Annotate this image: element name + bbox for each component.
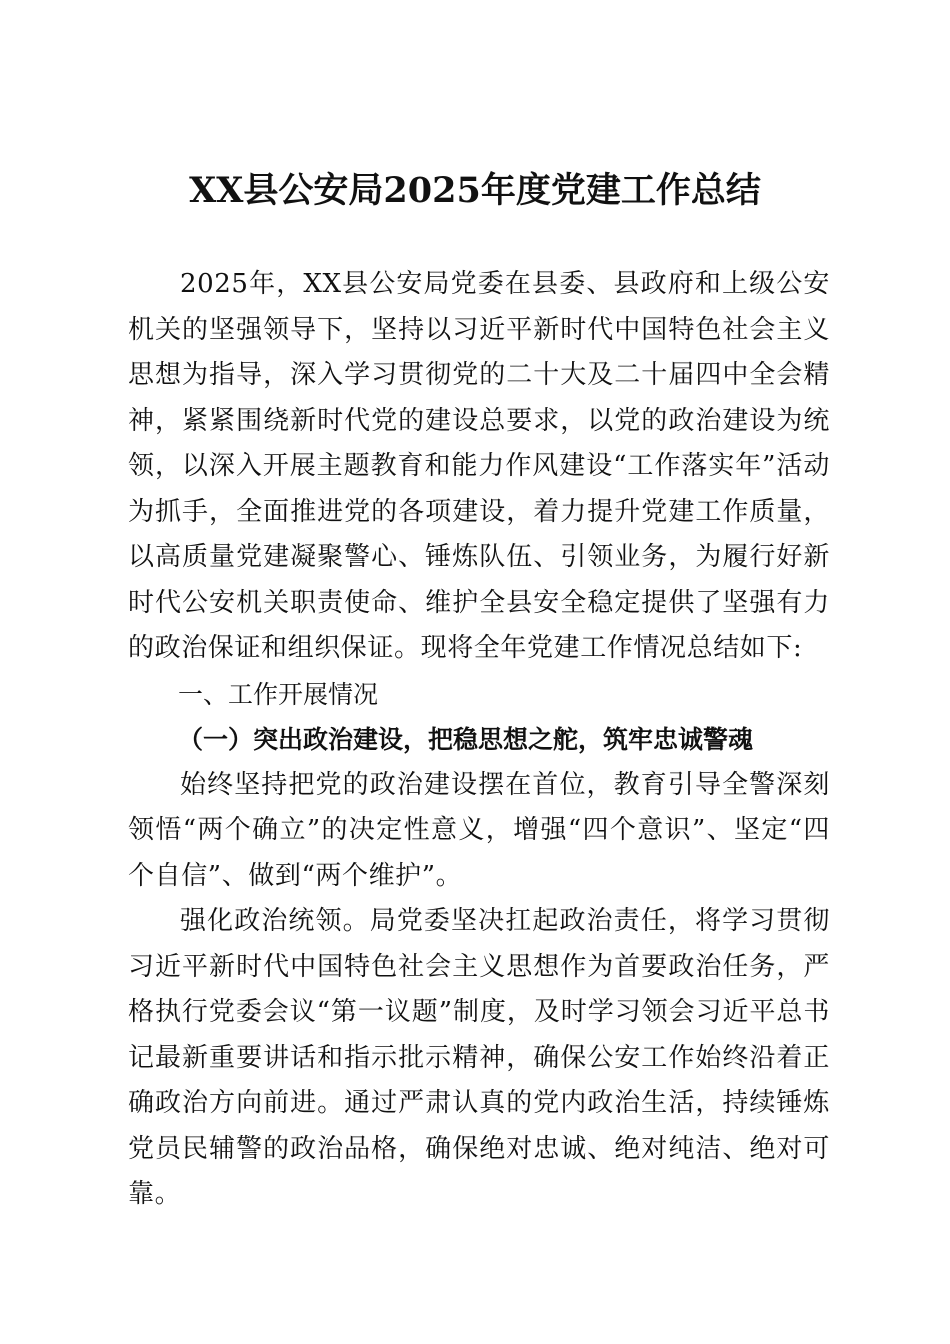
intro-paragraph: 2025年，XX县公安局党委在县委、县政府和上级公安机关的坚强领导下，坚持以习近平新时代中国特色社会主义思想为指导，深入学习贯彻党的二十大及二十届四中全会精神，紧紧围绕新时代党的建设总要求，以党的政治建设为统领，以深入开展主题教育和能力作风建设“工作落实年”活动为抓手，全面推进党的各项建设，着力提升党建工作质量，以高质量党建凝聚警心、锤炼队伍、引领业务，为履行好新时代公安机关职责使命、维护全县安全稳定提供了坚强有力的政治保证和组织保证。现将全年党建工作情况总结如下: [128, 269, 830, 663]
document-title: XX县公安局2025年度党建工作总结 [189, 170, 761, 211]
section-heading-1: 一、工作开展情况 [178, 679, 379, 709]
subsection-heading-1: （一）突出政治建设，把稳思想之舵，筑牢忠诚警魂 [178, 725, 754, 754]
body-paragraph-1: 始终坚持把党的政治建设摆在首位，教育引导全警深刻领悟“两个确立”的决定性意义，增强“四个意识”、坚定“四个自信”、做到“两个维护”。 [128, 769, 830, 891]
body-paragraph-2: 强化政治统领。局党委坚决扛起政治责任，将学习贯彻习近平新时代中国特色社会主义思想作为首要政治任务，严格执行党委会议“第一议题”制度，及时学习领会习近平总书记最新重要讲话和指示批示精神，确保公安工作始终沿着正确政治方向前进。通过严肃认真的党内政治生活，持续锤炼党员民辅警的政治品格，确保绝对忠诚、绝对纯洁、绝对可靠。 [128, 906, 830, 1209]
document-body [128, 262, 830, 1218]
